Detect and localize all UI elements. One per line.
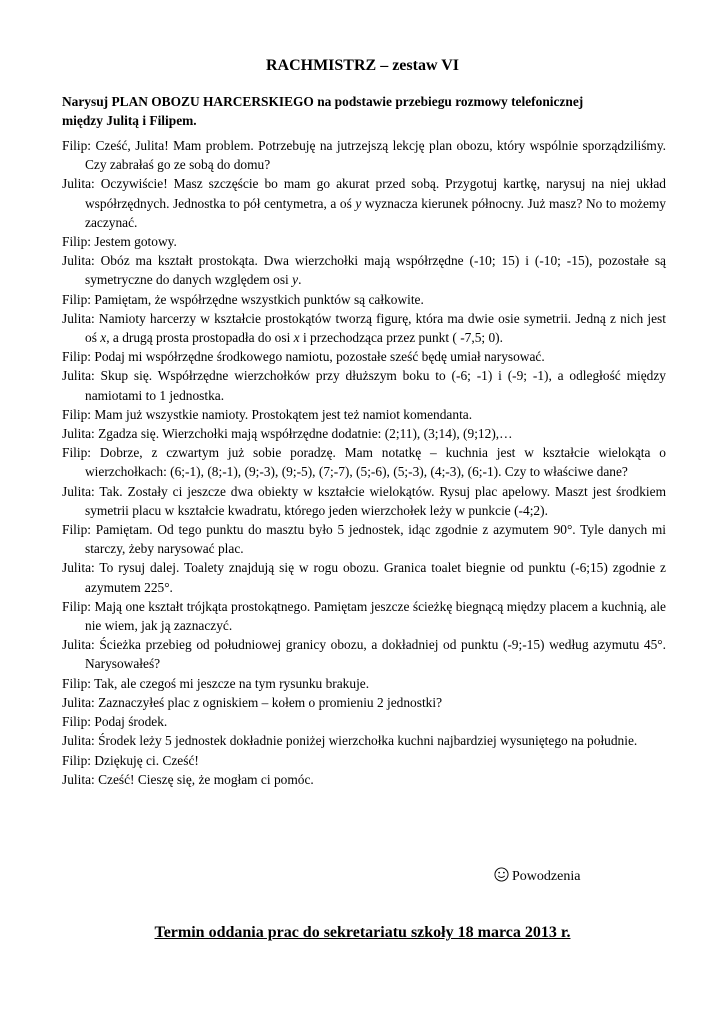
dialogue-line: Julita: Namioty harcerzy w kształcie prostokątów tworzą figurę, która ma dwie osie symetrii. Jedną z nich jest oś x, a drugą prosta prostopadła do osi x i przechodząca przez punkt ( -7,5; 0). (62, 310, 666, 346)
task-instruction (62, 92, 672, 130)
dialogue-line: Filip: Tak, ale czegoś mi jeszcze na tym rysunku brakuje. (62, 675, 370, 691)
dialogue-line: Filip: Dobrze, z czwartym już sobie poradzę. Mam notatkę – kuchnia jest w kształcie wielokąta o wierzchołkach: (6;-1), (8;-1), (9;-3), (9;-5), (7;-7), (5;-6), (5;-3), (4;-3), (6;-1). Czy to właściwe dane? (62, 445, 666, 480)
dialogue-line: Julita: Cześć! Cieszę się, że mogłam ci pomóc. (62, 771, 314, 787)
dialogue-line: Julita: Środek leży 5 jednostek dokładnie poniżej wierzchołka kuchni najbardziej wysuniętego na południe. (62, 733, 638, 749)
dialogue-line: Filip: Pamiętam, że współrzędne wszystkich punktów są całkowite. (62, 291, 424, 307)
dialogue-line: Julita: Skup się. Współrzędne wierzchołków przy dłuższym boku to (-6; -1) i (-9; -1), a odległość między namiotami to 1 jednostka. (62, 368, 666, 403)
dialogue-line: Julita: Zgadza się. Wierzchołki mają współrzędne dodatnie: (2;11), (3;14), (9;12),… (62, 426, 513, 442)
dialogue-line: Filip: Dziękuję ci. Cześć! (62, 752, 199, 768)
dialogue-line: Julita: Tak. Zostały ci jeszcze dwa obiekty w kształcie wielokątów. Rysuj plac apelowy. Maszt jest środkiem symetrii placu w kształcie kwadratu, którego jeden wierzchołek leży w punkcie (-4;2). (62, 483, 666, 518)
good-luck-text: Powodzenia (512, 869, 581, 884)
dialogue-line: Julita: To rysuj dalej. Toalety znajdują się w rogu obozu. Granica toalet biegnie od punktu (-6;15) zgodnie z azymutem 225°. (62, 560, 666, 595)
dialogue-line: Julita: Zaznaczyłeś plac z ogniskiem – kołem o promieniu 2 jednostki? (62, 694, 443, 710)
dialogue (62, 136, 666, 789)
dialogue-line: Filip: Cześć, Julita! Mam problem. Potrzebuję na jutrzejszą lekcję plan obozu, który wspólnie sporządziliśmy. Czy zabrałaś go ze sobą do domu? (62, 138, 666, 173)
dialogue-line: Filip: Podaj mi współrzędne środkowego namiotu, pozostałe sześć będę umiał narysować. (62, 349, 545, 365)
deadline: Termin oddania prac do sekretariatu szkoły 18 marca 2013 r. (154, 924, 571, 941)
instruction-line-2: między Julitą i Filipem. (62, 113, 197, 128)
dialogue-line: Filip: Pamiętam. Od tego punktu do masztu było 5 jednostek, idąc zgodnie z azymutem 90°. Tyle danych mi starczy, żeby narysować plac. (62, 522, 666, 557)
instruction-line-1: Narysuj PLAN OBOZU HARCERSKIEGO na podstawie przebiegu rozmowy telefonicznej (62, 94, 584, 109)
dialogue-line: Filip: Mają one kształt trójkąta prostokątnego. Pamiętam jeszcze ścieżkę biegnącą między placem a kuchnią, ale nie wiem, jak ją zaznaczyć. (62, 598, 666, 634)
dialogue-line: Julita: Oczywiście! Masz szczęście bo mam go akurat przed sobą. Przygotuj kartkę, narysuj na niej układ współrzędnych. Jednostka to pół centymetra, a oś y wyznacza kierunek północny. Już masz? No to możemy zaczynać. (62, 176, 667, 230)
dialogue-line: Filip: Mam już wszystkie namioty. Prostokątem jest też namiot komendanta. (62, 406, 473, 422)
good-luck (494, 867, 580, 887)
smiley-icon (494, 867, 509, 882)
dialogue-line: Julita: Ścieżka przebieg od południowej granicy obozu, a dokładniej od punktu (-9;-15) według azymutu 45°. Narysowałeś? (62, 637, 666, 672)
document-title: RACHMISTRZ – zestaw VI (265, 57, 460, 74)
dialogue-line: Filip: Jestem gotowy. (62, 234, 177, 250)
dialogue-line: Filip: Podaj środek. (62, 714, 168, 730)
dialogue-line: Julita: Obóz ma kształt prostokąta. Dwa wierzchołki mają współrzędne (-10; 15) i (-10; -15), pozostałe są symetryczne do danych względem osi y. (62, 253, 666, 288)
